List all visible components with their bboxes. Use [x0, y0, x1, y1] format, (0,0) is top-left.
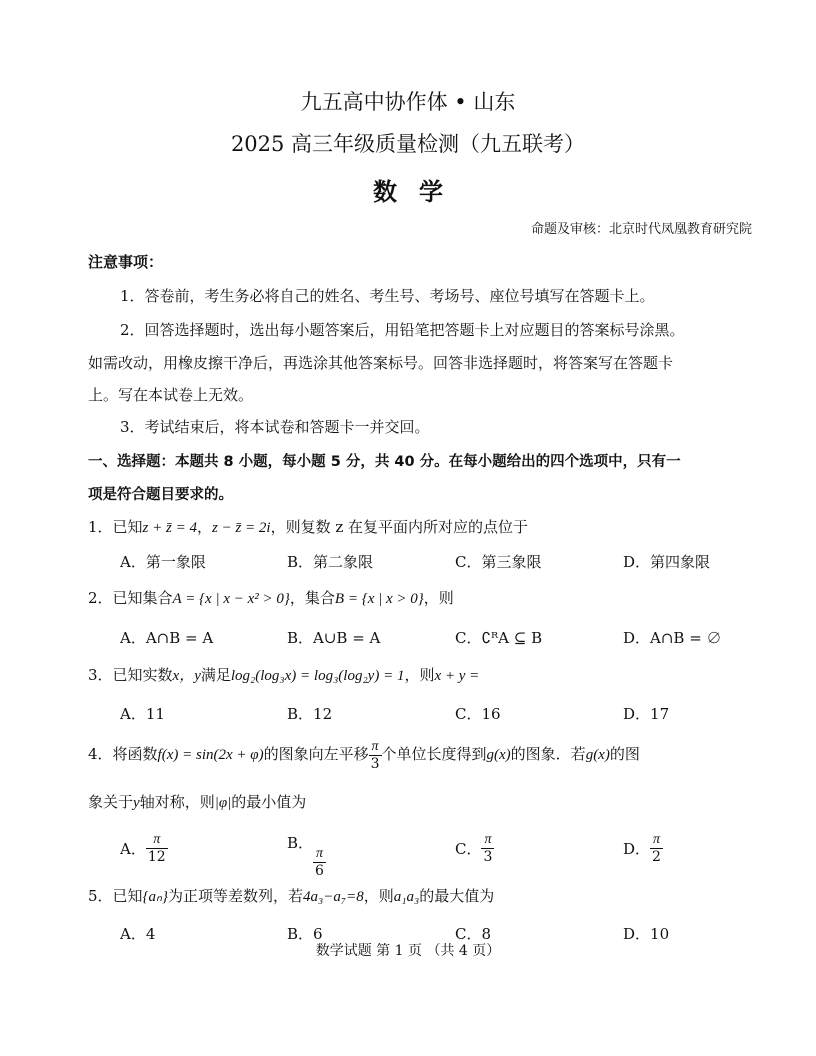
q1-option-a: A．第一象限 [120, 553, 206, 571]
q1-equation-1: z + z̄ = 4 [142, 520, 197, 536]
question-3-stem: 3．已知实数x，y满足log₂(log₃x) = log₃(log₂y) = 1，则x + y = [88, 666, 480, 684]
q1-option-c: C．第三象限 [455, 553, 542, 571]
q4-option-a: A． $\frac{\pi}{12}$ [120, 832, 166, 865]
q5-condition: 4a₃−a₇=8 [303, 889, 364, 905]
question-5-stem: 5．已知{aₙ}为正项等差数列，若4a₃−a₇=8，则a₁a₃的最大值为 [88, 887, 495, 905]
q1-option-d: D．第四象限 [623, 553, 711, 571]
q1-equation-2: z − z̄ = 2i [211, 520, 271, 536]
q2-option-d: D．A∩B = ∅ [623, 629, 722, 647]
exam-title-line1: 九五高中协作体 • 山东 [300, 90, 516, 114]
q3-equation: log₂(log₃x) = log₃(log₂y) = 1 [230, 668, 405, 684]
question-4-stem: 4．将函数f(x) = sin(2x + φ)的图象向左平移 $\frac{\pi}{3}$ 个单位长度得到g(x)的图象．若g(x)的图 [88, 738, 640, 772]
q5-option-d: D．10 [623, 925, 670, 943]
q4-shift-fraction: $\frac{\pi}{3}$ [370, 738, 380, 772]
q4-option-d: D． $\frac{\pi}{2}$ [623, 832, 661, 865]
note-2-line3: 上。写在本试卷上无效。 [88, 386, 254, 404]
author-line: 命题及审核：北京时代凤凰教育研究院 [530, 222, 752, 237]
subject-title: 数学 [373, 177, 465, 206]
note-1: 1．答卷前，考生务必将自己的姓名、考生号、考场号、座位号填写在答题卡上。 [120, 287, 655, 305]
q3-ask: x + y = [434, 668, 480, 684]
page-footer: 数学试题 第 1 页 （共 4 页） [315, 943, 501, 959]
q2-option-c: C．∁ᴿA ⊆ B [455, 629, 543, 647]
q4-option-b: B． $\frac{\pi}{6}$ [287, 834, 324, 879]
question-1-stem: 1．已知z + z̄ = 4，z − z̄ = 2i，则复数 z 在复平面内所对应的点位于 [88, 518, 529, 536]
q4-option-c: C． $\frac{\pi}{3}$ [455, 832, 493, 865]
note-3: 3．考试结束后，将本试卷和答题卡一并交回。 [120, 418, 430, 436]
question-2-stem: 2．已知集合A = {x | x − x² > 0}，集合B = {x | x > 0}，则 [88, 589, 454, 607]
q2-option-a: A．A∩B = A [120, 629, 214, 647]
section1-heading-line1: 一、选择题：本题共 8 小题，每小题 5 分，共 40 分。在每小题给出的四个选项中，只有一 [88, 454, 681, 470]
q5-option-b: B．6 [287, 925, 323, 943]
notes-heading: 注意事项： [88, 253, 164, 271]
q3-option-c: C．16 [455, 705, 501, 723]
section1-heading-line2: 项是符合题目要求的。 [88, 487, 233, 503]
note-2-line2: 如需改动，用橡皮擦干净后，再选涂其他答案标号。回答非选择题时，将答案写在答题卡 [88, 354, 674, 372]
q4-function: f(x) = sin(2x + φ) [157, 747, 264, 763]
q5-option-c: C．8 [455, 925, 492, 943]
q5-option-a: A．4 [120, 925, 156, 943]
q3-option-d: D．17 [623, 705, 670, 723]
exam-title-line2: 2025 高三年级质量检测（九五联考） [230, 132, 586, 156]
note-2-line1: 2．回答选择题时，选出每小题答案后，用铅笔把答题卡上对应题目的答案标号涂黑。 [120, 321, 685, 339]
q3-option-a: A．11 [120, 705, 165, 723]
q2-set-b: B = {x | x > 0} [334, 591, 424, 607]
q5-product: a₁a₃ [393, 889, 420, 905]
q1-option-b: B．第二象限 [287, 553, 374, 571]
q2-set-a: A = {x | x − x² > 0} [172, 591, 290, 607]
q2-option-b: B．A∪B = A [287, 629, 381, 647]
q5-sequence: {aₙ} [142, 889, 169, 905]
question-4-stem-line2: 象关于y轴对称，则|φ|的最小值为 [88, 793, 307, 811]
q3-vars: x，y [172, 668, 201, 684]
q3-option-b: B．12 [287, 705, 333, 723]
